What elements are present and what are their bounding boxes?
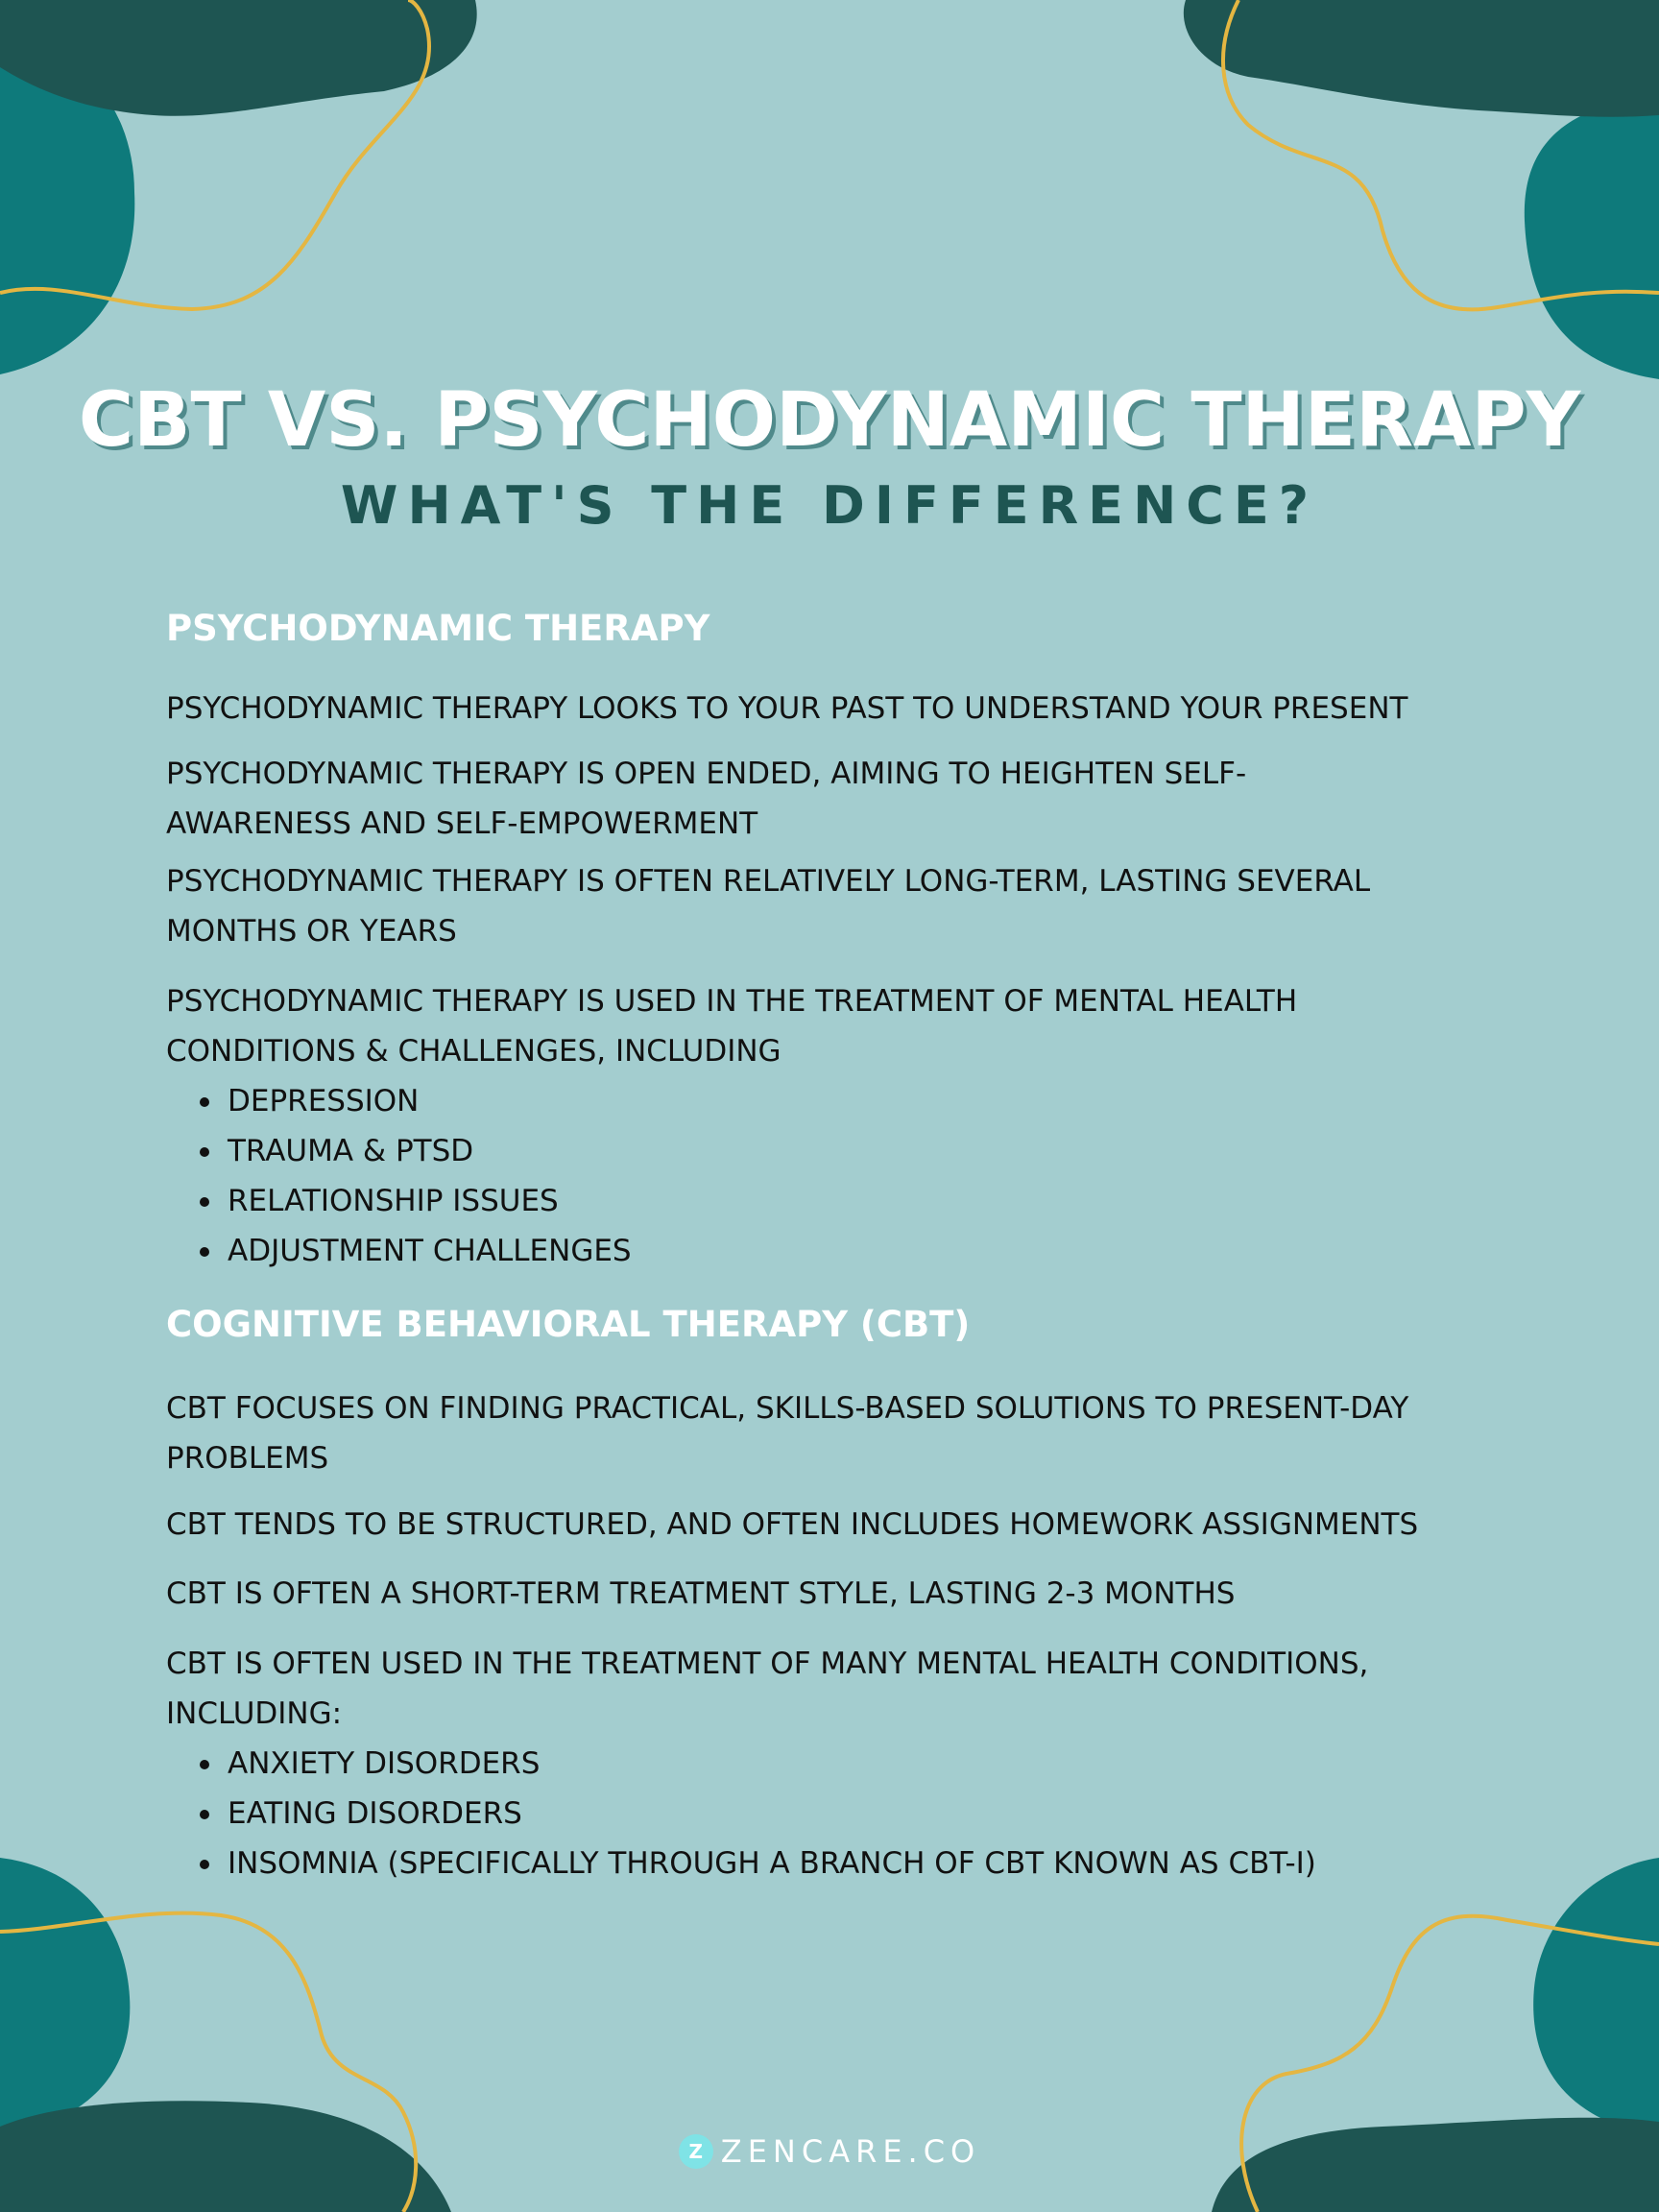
zencare-logo-icon: Z <box>679 2134 713 2169</box>
list-item: TRAUMA & PTSD <box>166 1126 632 1176</box>
psychodynamic-paragraph-2-line-2: AWARENESS AND SELF-EMPOWERMENT <box>166 806 758 841</box>
list-item: DEPRESSION <box>166 1076 632 1126</box>
cbt-paragraph-4-line-2: INCLUDING: <box>166 1696 343 1731</box>
list-item: INSOMNIA (SPECIFICALLY THROUGH A BRANCH OF CBT KNOWN AS CBT-I) <box>166 1839 1316 1888</box>
psychodynamic-paragraph-4 <box>166 976 1510 1076</box>
psychodynamic-paragraph-3-line-1: PSYCHODYNAMIC THERAPY IS OFTEN RELATIVELY LONG-TERM, LASTING SEVERAL <box>166 864 1371 899</box>
cbt-conditions-list <box>166 1739 1316 1888</box>
page-title: CBT VS. PSYCHODYNAMIC THERAPY <box>78 377 1581 464</box>
cbt-paragraph-1 <box>166 1383 1510 1483</box>
psychodynamic-paragraph-2 <box>166 749 1510 849</box>
footer-site-name: ZENCARE.CO <box>720 2133 981 2170</box>
cbt-paragraph-4-line-1: CBT IS OFTEN USED IN THE TREATMENT OF MANY MENTAL HEALTH CONDITIONS, <box>166 1647 1369 1681</box>
list-item: ANXIETY DISORDERS <box>166 1739 1316 1789</box>
page-subtitle: WHAT'S THE DIFFERENCE? <box>340 475 1319 536</box>
psychodynamic-paragraph-3-line-2: MONTHS OR YEARS <box>166 914 457 949</box>
cbt-paragraph-1-line-2: PROBLEMS <box>166 1441 329 1476</box>
psychodynamic-paragraph-3 <box>166 856 1510 956</box>
footer-brand <box>0 2133 1659 2170</box>
cbt-paragraph-1-line-1: CBT FOCUSES ON FINDING PRACTICAL, SKILLS-BASED SOLUTIONS TO PRESENT-DAY <box>166 1391 1409 1426</box>
cbt-paragraph-2: CBT TENDS TO BE STRUCTURED, AND OFTEN INCLUDES HOMEWORK ASSIGNMENTS <box>166 1507 1419 1542</box>
psychodynamic-conditions-list <box>166 1076 632 1276</box>
list-item: RELATIONSHIP ISSUES <box>166 1176 632 1226</box>
psychodynamic-paragraph-1: PSYCHODYNAMIC THERAPY LOOKS TO YOUR PAST TO UNDERSTAND YOUR PRESENT <box>166 691 1408 726</box>
cbt-heading: COGNITIVE BEHAVIORAL THERAPY (CBT) <box>166 1304 971 1345</box>
psychodynamic-paragraph-4-line-2: CONDITIONS & CHALLENGES, INCLUDING <box>166 1034 781 1069</box>
psychodynamic-heading: PSYCHODYNAMIC THERAPY <box>166 608 710 649</box>
list-item: ADJUSTMENT CHALLENGES <box>166 1226 632 1276</box>
cbt-paragraph-4 <box>166 1639 1510 1739</box>
list-item: EATING DISORDERS <box>166 1789 1316 1839</box>
psychodynamic-paragraph-4-line-1: PSYCHODYNAMIC THERAPY IS USED IN THE TREATMENT OF MENTAL HEALTH <box>166 984 1298 1019</box>
cbt-paragraph-3: CBT IS OFTEN A SHORT-TERM TREATMENT STYLE, LASTING 2-3 MONTHS <box>166 1576 1236 1611</box>
psychodynamic-paragraph-2-line-1: PSYCHODYNAMIC THERAPY IS OPEN ENDED, AIMING TO HEIGHTEN SELF- <box>166 757 1247 791</box>
